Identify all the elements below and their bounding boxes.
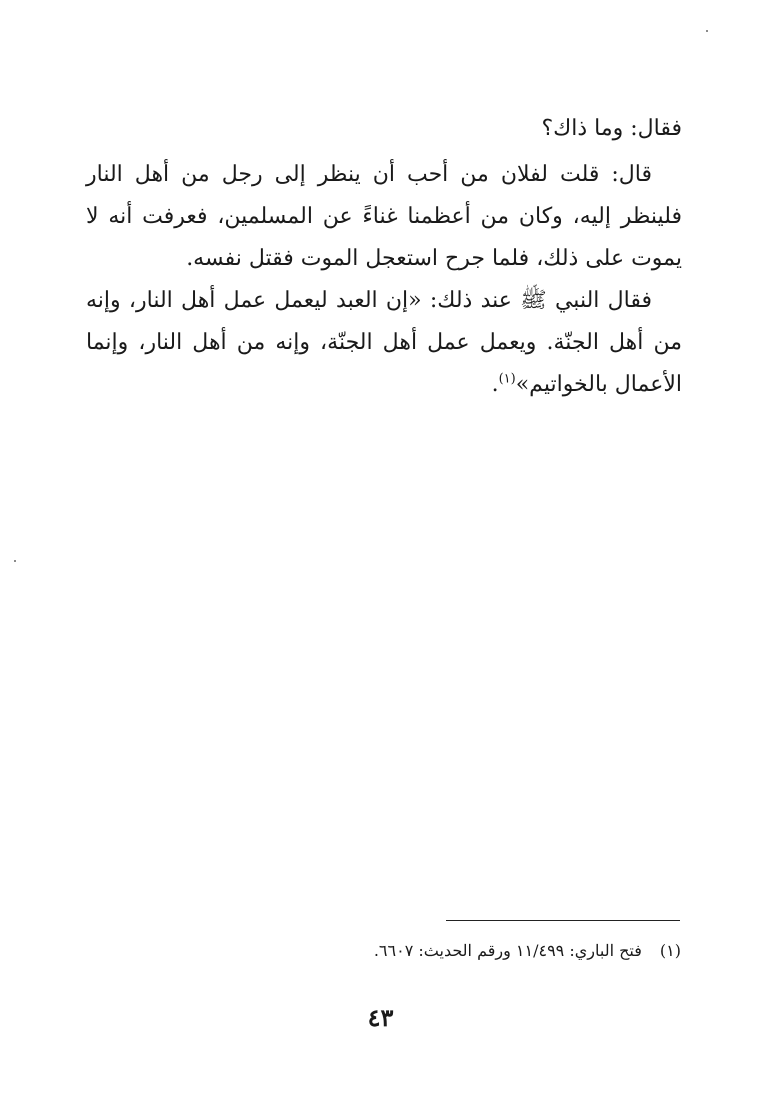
paragraph-line: أهل الجنّة. ويعمل عمل أهل الجنّة، وإنه من أهل النار، وإنما الأعمال — [86, 330, 682, 397]
footnote-text: فتح الباري: ١١/٤٩٩ ورقم الحديث: ٦٦٠٧. — [373, 941, 642, 960]
paragraph-1 — [86, 108, 682, 150]
paragraph-line: وكان من أعظمنا غناءً عن المسلمين، فعرفت أنه لا يموت على ذلك، — [86, 204, 682, 271]
footnote-divider — [446, 920, 680, 921]
scan-speck — [706, 30, 708, 32]
paragraph-3 — [86, 280, 682, 406]
paragraph-line: بالخواتيم» — [515, 372, 608, 397]
paragraph-2 — [86, 154, 682, 280]
paragraph-line: فقال النبي ﷺ عند ذلك: «إن العبد ليعمل عمل أهل النار، وإنه من — [86, 288, 682, 355]
page-number: ٤٣ — [367, 1003, 394, 1032]
paragraph-line: قال: قلت لفلان من أحب أن ينظر إلى رجل من أهل النار فلينظر إليه، — [86, 162, 682, 229]
paragraph-end-mark: . — [491, 372, 499, 397]
footnote — [121, 938, 681, 964]
footnote-number: (١) — [659, 941, 681, 960]
scan-speck — [14, 560, 16, 562]
footnote-reference: (١) — [498, 371, 516, 387]
paragraph-line: فقال: وما ذاك؟ — [541, 116, 682, 141]
paragraph-line: فلما جرح استعجل الموت فقتل نفسه. — [186, 246, 530, 271]
